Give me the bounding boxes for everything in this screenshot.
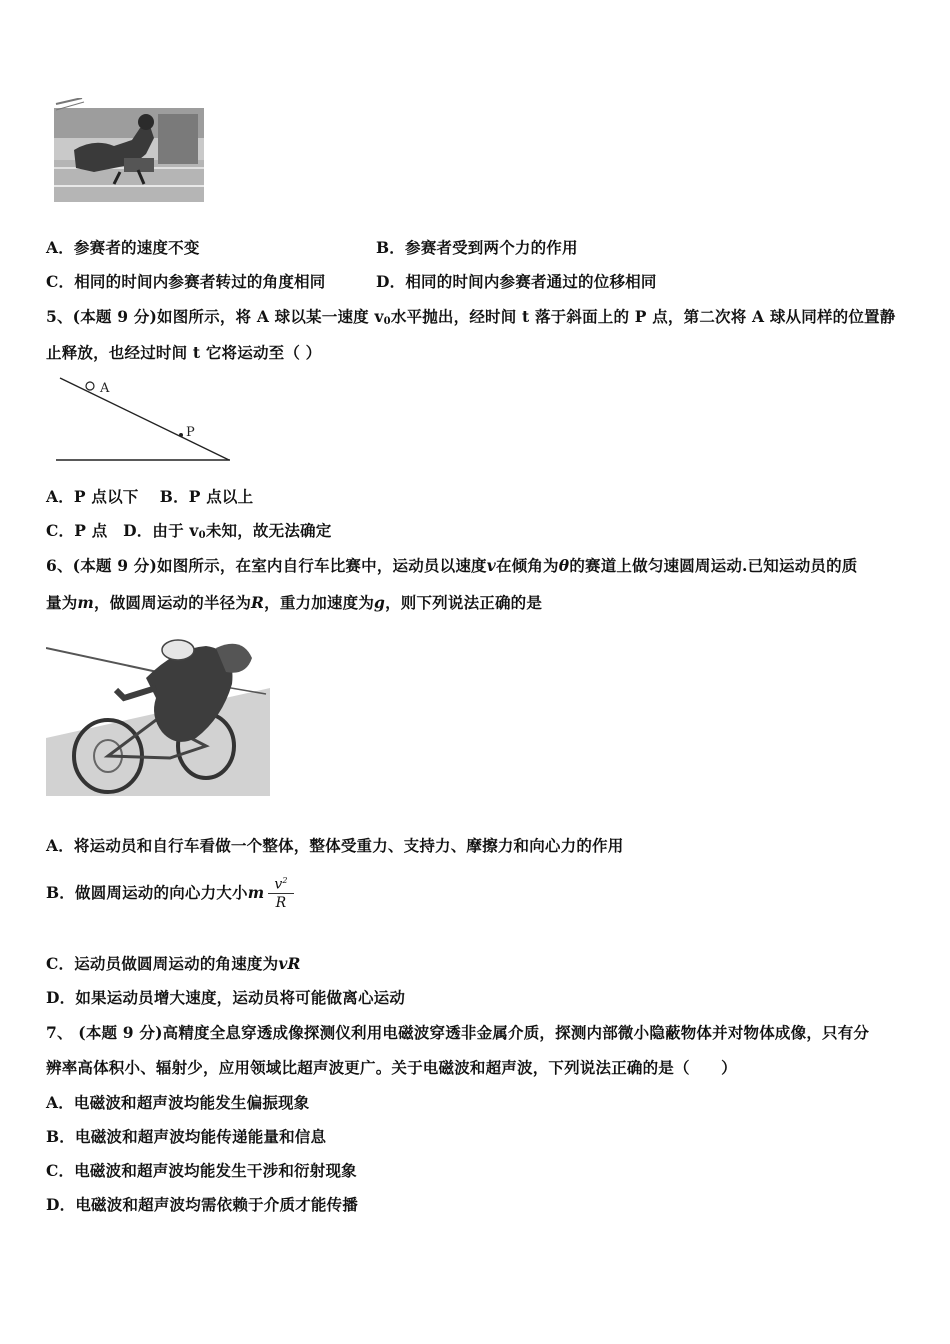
- q5-incline-figure: [54, 374, 234, 466]
- q7-option-d: D．电磁波和超声波均需依赖于介质才能传播: [46, 1195, 358, 1214]
- fraction-v2-over-r: $\frac{v^2}{R}$: [268, 872, 293, 913]
- q7-option-a: A．电磁波和超声波均能发生偏振现象: [46, 1093, 310, 1112]
- q7-stem-line2: 辨率高体积小、辐射少，应用领域比超声波更广。关于电磁波和超声波，下列说法正确的是（ ）: [46, 1058, 737, 1077]
- q6-cyclist-photo: [46, 628, 270, 796]
- q4-option-a: A．参赛者的速度不变: [46, 238, 200, 257]
- ball-a: [86, 382, 94, 390]
- q7-stem-line1: 7、 (本题 9 分)高精度全息穿透成像探测仪利用电磁波穿透非金属介质，探测内部微小隐蔽物体并对物体成像，只有分: [46, 1023, 870, 1042]
- label-p: P: [186, 425, 195, 440]
- q5-options-line2: C．P 点 D．由于 $v_0$未知，故无法确定: [46, 521, 332, 541]
- q4-photo: [54, 98, 204, 202]
- q6-option-d: D．如果运动员增大速度，运动员将可能做离心运动: [46, 988, 406, 1007]
- q5-stem-line1: 5、(本题 9 分)如图所示，将 A 球以某一速度 $v_0$水平抛出，经时间 t 落于斜面上的 P 点，第二次将 A 球从同样的位置静: [46, 307, 896, 327]
- q6-option-a: A．将运动员和自行车看做一个整体，整体受重力、支持力、摩擦力和向心力的作用: [46, 836, 624, 855]
- label-a: A: [100, 381, 110, 396]
- q7-option-b: B．电磁波和超声波均能传递能量和信息: [46, 1127, 327, 1146]
- q6-option-c: C．运动员做圆周运动的角速度为vR: [46, 954, 301, 973]
- q4-option-d: D．相同的时间内参赛者通过的位移相同: [376, 272, 657, 291]
- q6-option-b: B．做圆周运动的向心力大小 m $\frac{v^2}{R}$: [46, 868, 294, 916]
- incline-line: [60, 378, 229, 460]
- q5-options-line1: A．P 点以下 B．P 点以上: [46, 487, 254, 506]
- q7-option-c: C．电磁波和超声波均能发生干涉和衍射现象: [46, 1161, 357, 1180]
- q6-stem-line2: 量为m，做圆周运动的半径为R，重力加速度为g，则下列说法正确的是: [46, 593, 543, 612]
- point-p: [179, 433, 183, 437]
- q6-stem-line1: 6、(本题 9 分)如图所示，在室内自行车比赛中，运动员以速度v在倾角为θ的赛道上做匀速圆周运动.已知运动员的质: [46, 556, 858, 575]
- q5-stem-line2: 止释放，也经过时间 t 它将运动至（ ）: [46, 343, 322, 362]
- q4-option-b: B．参赛者受到两个力的作用: [376, 238, 578, 257]
- q4-option-c: C．相同的时间内参赛者转过的角度相同: [46, 272, 326, 291]
